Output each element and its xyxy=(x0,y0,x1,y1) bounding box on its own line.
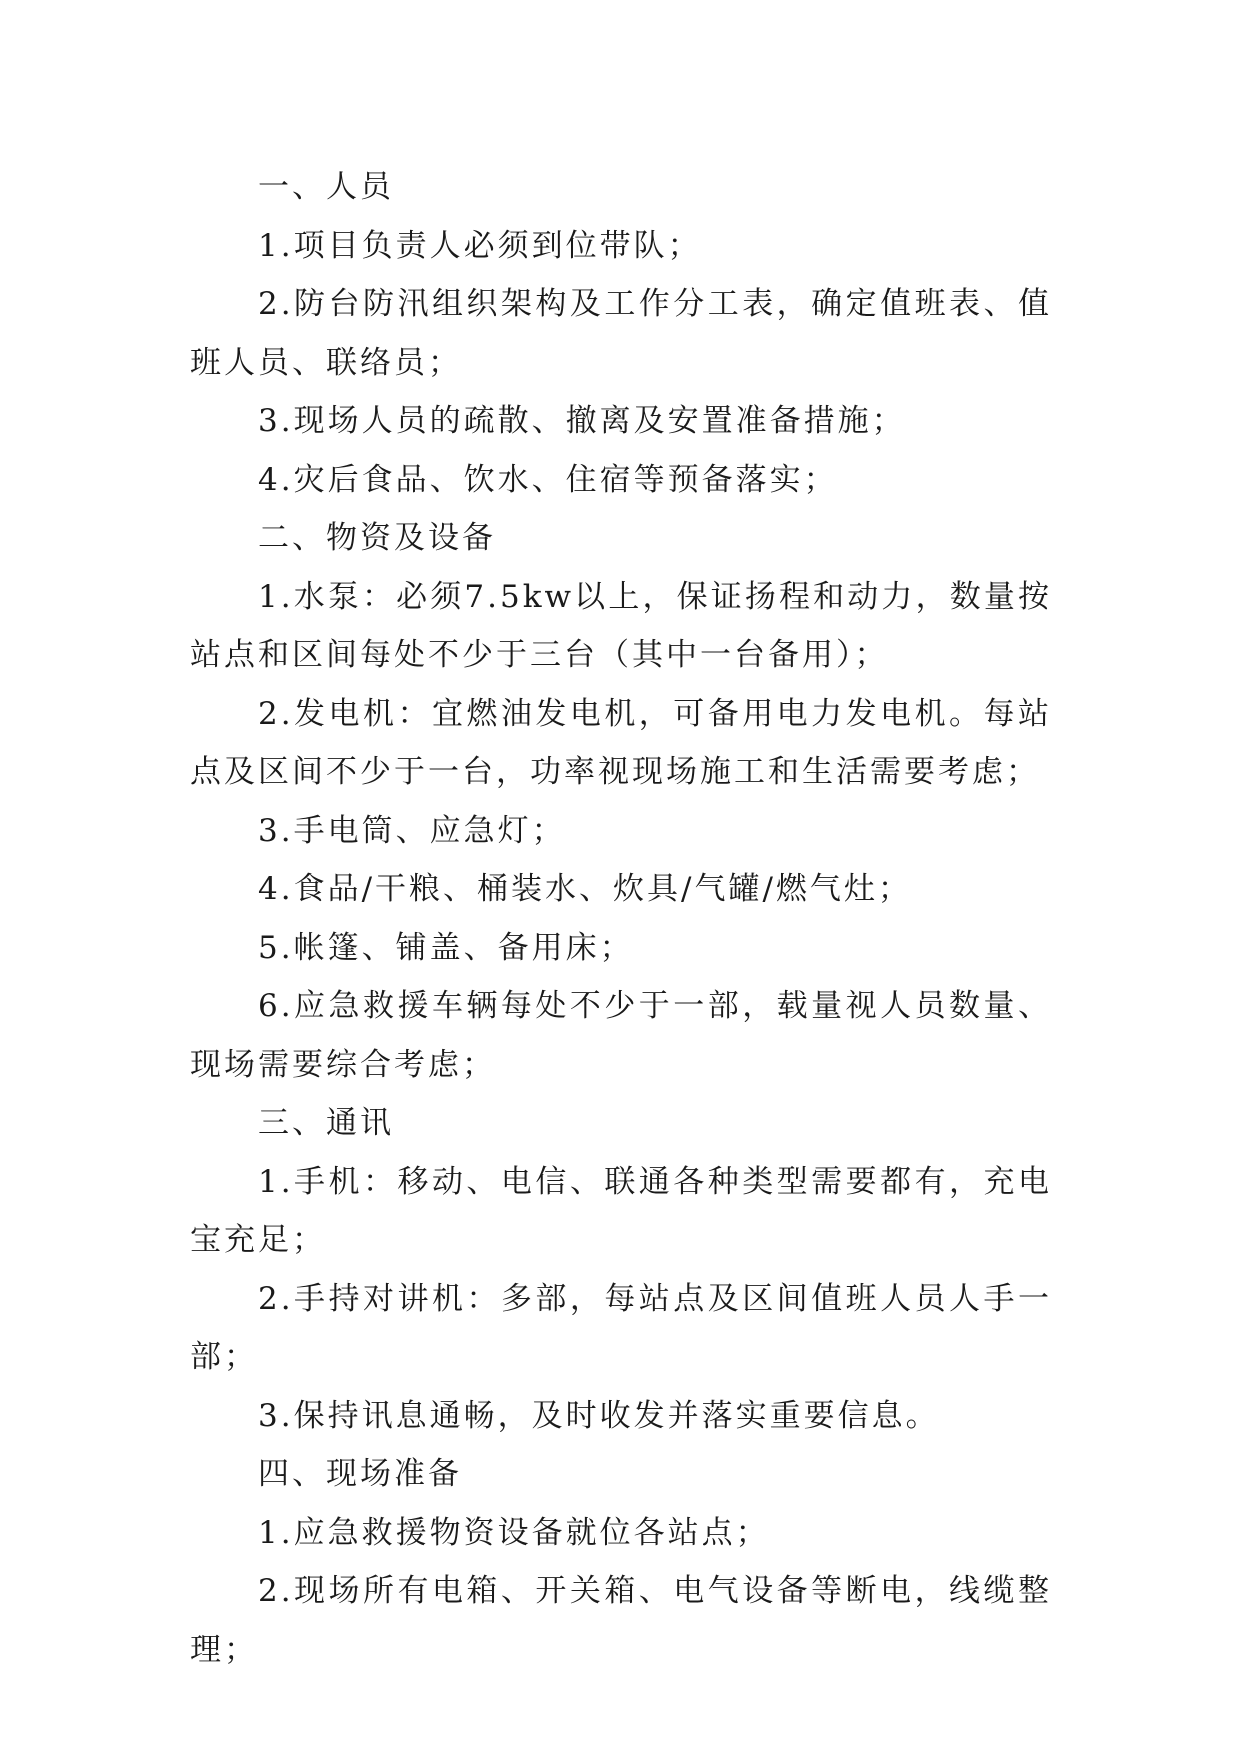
list-item: 2.手持对讲机：多部，每站点及区间值班人员人手一部； xyxy=(190,1280,1052,1375)
section-heading-personnel: 一、人员 xyxy=(258,169,394,205)
list-item: 6.应急救援车辆每处不少于一部，载量视人员数量、现场需要综合考虑； xyxy=(190,988,1052,1083)
list-item: 3.现场人员的疏散、撤离及安置准备措施； xyxy=(258,403,906,439)
list-item: 1.应急救援物资设备就位各站点； xyxy=(258,1514,770,1551)
list-item: 1.水泵：必须7.5kw以上，保证扬程和动力，数量按站点和区间每处不少于三台（其中一台备用）； xyxy=(190,578,1052,673)
section-heading-communications: 三、通讯 xyxy=(258,1105,394,1141)
list-item: 1.手机：移动、电信、联通各种类型需要都有，充电宝充足； xyxy=(190,1163,1052,1258)
list-item: 4.食品/干粮、桶装水、炊具/气罐/燃气灶； xyxy=(258,871,912,907)
list-item: 2.防台防汛组织架构及工作分工表，确定值班表、值班人员、联络员； xyxy=(190,286,1052,381)
list-item: 1.项目负责人必须到位带队； xyxy=(258,227,702,264)
section-heading-site-preparation: 四、现场准备 xyxy=(258,1456,462,1492)
list-item: 3.保持讯息通畅，及时收发并落实重要信息。 xyxy=(258,1397,940,1434)
list-item: 4.灾后食品、饮水、住宿等预备落实； xyxy=(258,461,838,498)
document-body xyxy=(190,158,1052,1679)
list-item: 3.手电筒、应急灯； xyxy=(258,812,566,849)
list-item: 5.帐篷、铺盖、备用床； xyxy=(258,929,634,966)
section-heading-materials-equipment: 二、物资及设备 xyxy=(258,520,496,556)
list-item: 2.发电机：宜燃油发电机，可备用电力发电机。每站点及区间不少于一台，功率视现场施工和生活需要考虑； xyxy=(190,695,1052,790)
list-item: 2.现场所有电箱、开关箱、电气设备等断电，线缆整理； xyxy=(190,1573,1052,1668)
